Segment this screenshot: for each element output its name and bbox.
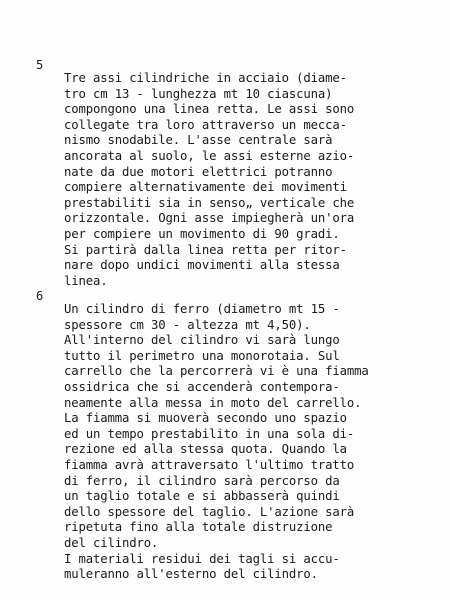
text-line: nare dopo undici movimenti alla stessa bbox=[64, 258, 340, 273]
text-line: ed un tempo prestabilito in una sola di- bbox=[64, 426, 355, 441]
text-line: All'interno del cilindro vi sarà lungo bbox=[64, 333, 340, 348]
text-line: orizzontale. Ogni asse impiegherà un'ora bbox=[64, 211, 355, 226]
section-number: 6 bbox=[36, 289, 44, 303]
text-line: di ferro, il cilindro sarà percorso da bbox=[64, 473, 340, 488]
text-line: linea. bbox=[64, 273, 108, 288]
text-line: Tre assi cilindriche in acciaio (diame- bbox=[64, 71, 347, 85]
section-number: 5 bbox=[36, 58, 44, 72]
text-line: del cilindro. bbox=[64, 535, 159, 550]
text-line: ancorata al suolo, le assi esterne azio- bbox=[64, 148, 355, 163]
text-line: tutto il perimetro una monorotaia. Sul bbox=[64, 348, 340, 363]
text-line: fiamma avrà attraversato l'ultimo tratto bbox=[64, 457, 355, 472]
text-line: tro cm 13 - lunghezza mt 10 ciascuna) bbox=[64, 86, 333, 101]
section-text-block bbox=[64, 71, 394, 289]
text-line: collegate tra loro attraverso un mecca- bbox=[64, 117, 347, 132]
text-line: nate da due motori elettrici potranno bbox=[64, 164, 333, 179]
text-line: un taglio totale e si abbasserà quindi bbox=[64, 489, 340, 504]
text-line: nismo snodabile. L'asse centrale sarà bbox=[64, 133, 333, 148]
text-line: spessore cm 30 - altezza mt 4,50). bbox=[64, 317, 311, 332]
text-line: ripetuta fino alla totale distruzione bbox=[64, 520, 333, 535]
text-line: I materiali residui dei tagli si accu- bbox=[64, 551, 340, 566]
text-line: carrello che la percorrerà vi è una fiamma bbox=[64, 364, 369, 379]
text-line: prestabiliti sia in senso„ verticale che bbox=[64, 195, 355, 210]
text-line: rezione ed alla stessa quota. Quando la bbox=[64, 442, 347, 457]
text-line: muleranno all'esterno del cilindro. bbox=[64, 567, 318, 582]
section-text-block bbox=[64, 302, 394, 583]
text-line: compiere alternativamente dei movimenti bbox=[64, 180, 347, 195]
text-line: neamente alla messa in moto del carrello. bbox=[64, 395, 362, 410]
text-line: Un cilindro di ferro (diametro mt 15 - bbox=[64, 302, 340, 316]
text-line: compongono una linea retta. Le assi sono bbox=[64, 102, 355, 117]
text-line: ossidrica che si accenderà contempora- bbox=[64, 379, 340, 394]
text-line: Si partirà dalla linea retta per ritor- bbox=[64, 242, 347, 257]
text-line: La fiamma si muoverà secondo uno spazio bbox=[64, 411, 347, 426]
text-line: per compiere un movimento di 90 gradi. bbox=[64, 226, 340, 241]
text-line: dello spessore del taglio. L'azione sarà bbox=[64, 504, 355, 519]
